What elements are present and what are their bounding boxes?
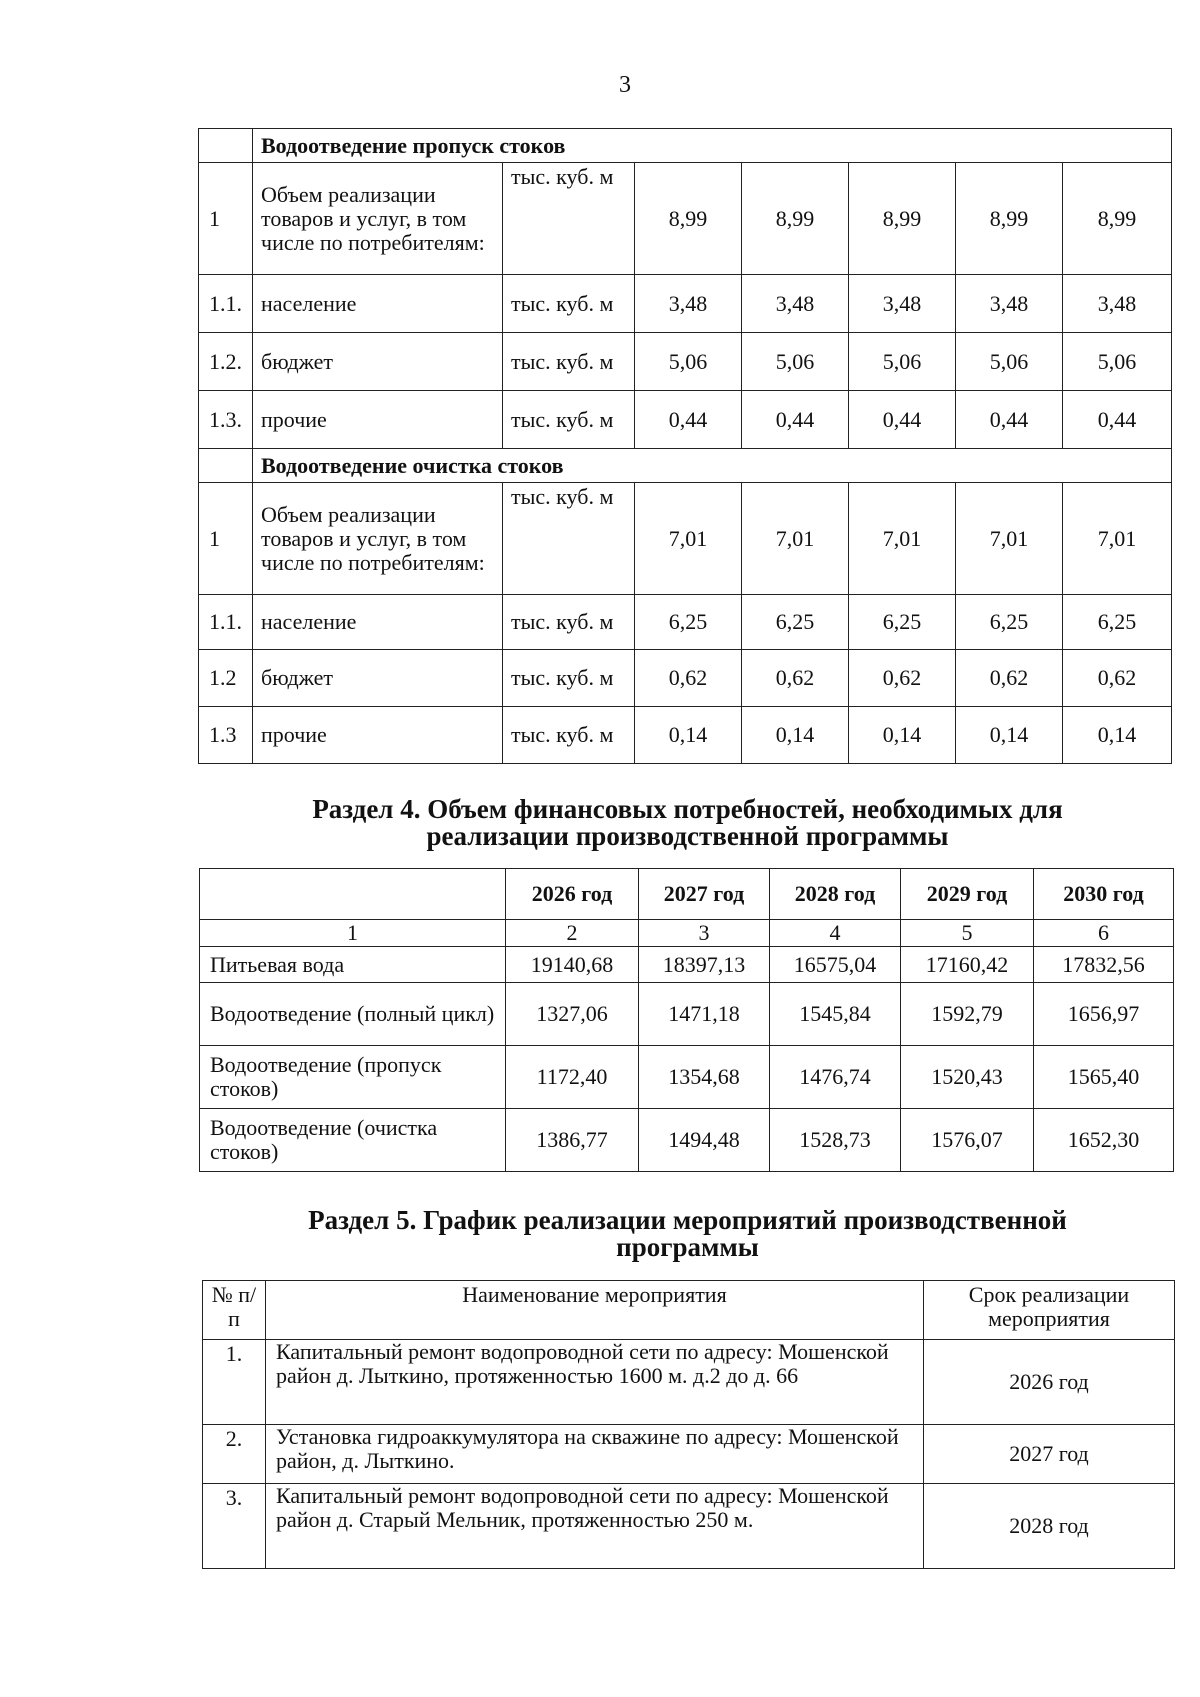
table-row xyxy=(203,1425,1175,1484)
value-cell: 1327,06 xyxy=(506,983,639,1046)
table-row xyxy=(200,947,1174,983)
table-row xyxy=(203,1340,1175,1425)
header-name: Наименование мероприятия xyxy=(266,1281,924,1340)
header-term: Срок реализации мероприятия xyxy=(924,1281,1175,1340)
header-cell: 2026 год xyxy=(506,869,639,920)
row-number: 1. xyxy=(203,1340,266,1425)
row-name: население xyxy=(253,275,503,333)
row-number: 1.3. xyxy=(199,391,253,449)
header-row xyxy=(203,1281,1175,1340)
row-name: население xyxy=(253,595,503,650)
header-row xyxy=(200,869,1174,920)
value-cell: 18397,13 xyxy=(639,947,770,983)
value-cell: 6,25 xyxy=(849,595,956,650)
value-cell: 1592,79 xyxy=(901,983,1034,1046)
row-label: Питьевая вода xyxy=(200,947,506,983)
page-number: 3 xyxy=(619,72,631,98)
row-number: 1 xyxy=(199,163,253,275)
value-cell: 8,99 xyxy=(635,163,742,275)
row-number: 3. xyxy=(203,1484,266,1569)
value-cell: 0,14 xyxy=(742,707,849,764)
value-cell: 0,44 xyxy=(956,391,1063,449)
table-row xyxy=(199,275,1172,333)
value-cell: 7,01 xyxy=(849,483,956,595)
schedule-table xyxy=(202,1280,1175,1569)
header-cell: 2027 год xyxy=(639,869,770,920)
value-cell: 1528,73 xyxy=(770,1109,901,1172)
index-cell: 4 xyxy=(770,920,901,947)
table-row xyxy=(199,707,1172,764)
table-row xyxy=(199,333,1172,391)
value-cell: 1476,74 xyxy=(770,1046,901,1109)
row-number: 1.2 xyxy=(199,650,253,707)
row-number: 1.1. xyxy=(199,275,253,333)
value-cell: 0,62 xyxy=(849,650,956,707)
table-row xyxy=(199,595,1172,650)
value-cell: 7,01 xyxy=(1063,483,1172,595)
table-row xyxy=(199,163,1172,275)
value-cell: 1386,77 xyxy=(506,1109,639,1172)
row-unit: тыс. куб. м xyxy=(503,391,635,449)
index-cell: 2 xyxy=(506,920,639,947)
header-cell xyxy=(200,869,506,920)
value-cell: 17160,42 xyxy=(901,947,1034,983)
value-cell: 3,48 xyxy=(742,275,849,333)
value-cell: 1354,68 xyxy=(639,1046,770,1109)
value-cell: 0,62 xyxy=(635,650,742,707)
value-cell: 5,06 xyxy=(956,333,1063,391)
value-cell: 17832,56 xyxy=(1034,947,1174,983)
row-number: 1.3 xyxy=(199,707,253,764)
header-cell: 2030 год xyxy=(1034,869,1174,920)
row-unit: тыс. куб. м xyxy=(503,333,635,391)
value-cell: 0,44 xyxy=(1063,391,1172,449)
row-unit: тыс. куб. м xyxy=(503,595,635,650)
financial-table xyxy=(199,868,1174,1172)
row-unit: тыс. куб. м xyxy=(503,650,635,707)
row-label: Водоотведение (полный цикл) xyxy=(200,983,506,1046)
value-cell: 1494,48 xyxy=(639,1109,770,1172)
row-label: Водоотведение (очистка стоков) xyxy=(200,1109,506,1172)
event-term: 2028 год xyxy=(924,1484,1175,1569)
value-cell: 5,06 xyxy=(849,333,956,391)
section-title: Водоотведение пропуск стоков xyxy=(253,129,1172,163)
section4-title-line1: Раздел 4. Объем финансовых потребностей, необходимых для xyxy=(312,794,1063,824)
value-cell: 8,99 xyxy=(742,163,849,275)
value-cell: 3,48 xyxy=(956,275,1063,333)
table-row xyxy=(200,1046,1174,1109)
event-name: Капитальный ремонт водопроводной сети по адресу: Мошенской район д. Лыткино, протяженностью 1600 м. д.2 до д. 66 xyxy=(266,1340,924,1425)
section-header-row xyxy=(199,129,1172,163)
table-row xyxy=(199,483,1172,595)
value-cell: 3,48 xyxy=(849,275,956,333)
table-row xyxy=(199,650,1172,707)
index-cell: 1 xyxy=(200,920,506,947)
value-cell: 5,06 xyxy=(742,333,849,391)
section4-title-line2: реализации производственной программы xyxy=(426,821,949,851)
value-cell: 19140,68 xyxy=(506,947,639,983)
table-row xyxy=(200,983,1174,1046)
section-header-row xyxy=(199,449,1172,483)
section5-title-line2: программы xyxy=(616,1232,759,1262)
value-cell: 0,14 xyxy=(956,707,1063,764)
value-cell: 6,25 xyxy=(1063,595,1172,650)
event-term: 2027 год xyxy=(924,1425,1175,1484)
header-cell: 2029 год xyxy=(901,869,1034,920)
value-cell: 16575,04 xyxy=(770,947,901,983)
row-name: прочие xyxy=(253,707,503,764)
row-label: Водоотведение (пропуск стоков) xyxy=(200,1046,506,1109)
value-cell: 1172,40 xyxy=(506,1046,639,1109)
value-cell: 8,99 xyxy=(956,163,1063,275)
row-unit: тыс. куб. м xyxy=(503,275,635,333)
table-row xyxy=(200,1109,1174,1172)
index-cell: 5 xyxy=(901,920,1034,947)
value-cell: 6,25 xyxy=(742,595,849,650)
value-cell: 1652,30 xyxy=(1034,1109,1174,1172)
row-unit: тыс. куб. м xyxy=(503,483,635,595)
value-cell: 1576,07 xyxy=(901,1109,1034,1172)
value-cell: 1520,43 xyxy=(901,1046,1034,1109)
value-cell: 0,14 xyxy=(1063,707,1172,764)
row-number: 1.2. xyxy=(199,333,253,391)
row-number: 1 xyxy=(199,483,253,595)
section-title: Водоотведение очистка стоков xyxy=(253,449,1172,483)
section4-title xyxy=(200,796,1175,850)
value-cell: 6,25 xyxy=(635,595,742,650)
value-cell: 6,25 xyxy=(956,595,1063,650)
section5-title xyxy=(200,1207,1175,1261)
index-cell: 6 xyxy=(1034,920,1174,947)
row-unit: тыс. куб. м xyxy=(503,707,635,764)
value-cell: 8,99 xyxy=(849,163,956,275)
value-cell: 0,44 xyxy=(849,391,956,449)
row-number: 1.1. xyxy=(199,595,253,650)
value-cell: 1471,18 xyxy=(639,983,770,1046)
volume-table xyxy=(198,128,1172,764)
row-name: бюджет xyxy=(253,650,503,707)
value-cell: 7,01 xyxy=(956,483,1063,595)
value-cell: 0,62 xyxy=(742,650,849,707)
value-cell: 0,44 xyxy=(635,391,742,449)
table-row xyxy=(203,1484,1175,1569)
value-cell: 7,01 xyxy=(635,483,742,595)
value-cell: 0,44 xyxy=(742,391,849,449)
value-cell: 3,48 xyxy=(635,275,742,333)
event-name: Капитальный ремонт водопроводной сети по адресу: Мошенской район д. Старый Мельник, протяженностью 250 м. xyxy=(266,1484,924,1569)
value-cell: 0,14 xyxy=(849,707,956,764)
value-cell: 5,06 xyxy=(1063,333,1172,391)
value-cell: 8,99 xyxy=(1063,163,1172,275)
header-num: № п/п xyxy=(203,1281,266,1340)
header-cell: 2028 год xyxy=(770,869,901,920)
section5-title-line1: Раздел 5. График реализации мероприятий производственной xyxy=(308,1205,1067,1235)
value-cell: 1565,40 xyxy=(1034,1046,1174,1109)
table-row xyxy=(199,391,1172,449)
row-name: Объем реализации товаров и услуг, в том числе по потребителям: xyxy=(253,163,503,275)
value-cell: 7,01 xyxy=(742,483,849,595)
event-name: Установка гидроаккумулятора на скважине по адресу: Мошенской район, д. Лыткино. xyxy=(266,1425,924,1484)
value-cell: 1545,84 xyxy=(770,983,901,1046)
value-cell: 5,06 xyxy=(635,333,742,391)
row-name: прочие xyxy=(253,391,503,449)
index-cell: 3 xyxy=(639,920,770,947)
row-name: Объем реализации товаров и услуг, в том числе по потребителям: xyxy=(253,483,503,595)
value-cell: 0,14 xyxy=(635,707,742,764)
value-cell: 1656,97 xyxy=(1034,983,1174,1046)
row-unit: тыс. куб. м xyxy=(503,163,635,275)
row-number: 2. xyxy=(203,1425,266,1484)
value-cell: 3,48 xyxy=(1063,275,1172,333)
value-cell: 0,62 xyxy=(956,650,1063,707)
index-row xyxy=(200,920,1174,947)
value-cell: 0,62 xyxy=(1063,650,1172,707)
event-term: 2026 год xyxy=(924,1340,1175,1425)
row-name: бюджет xyxy=(253,333,503,391)
